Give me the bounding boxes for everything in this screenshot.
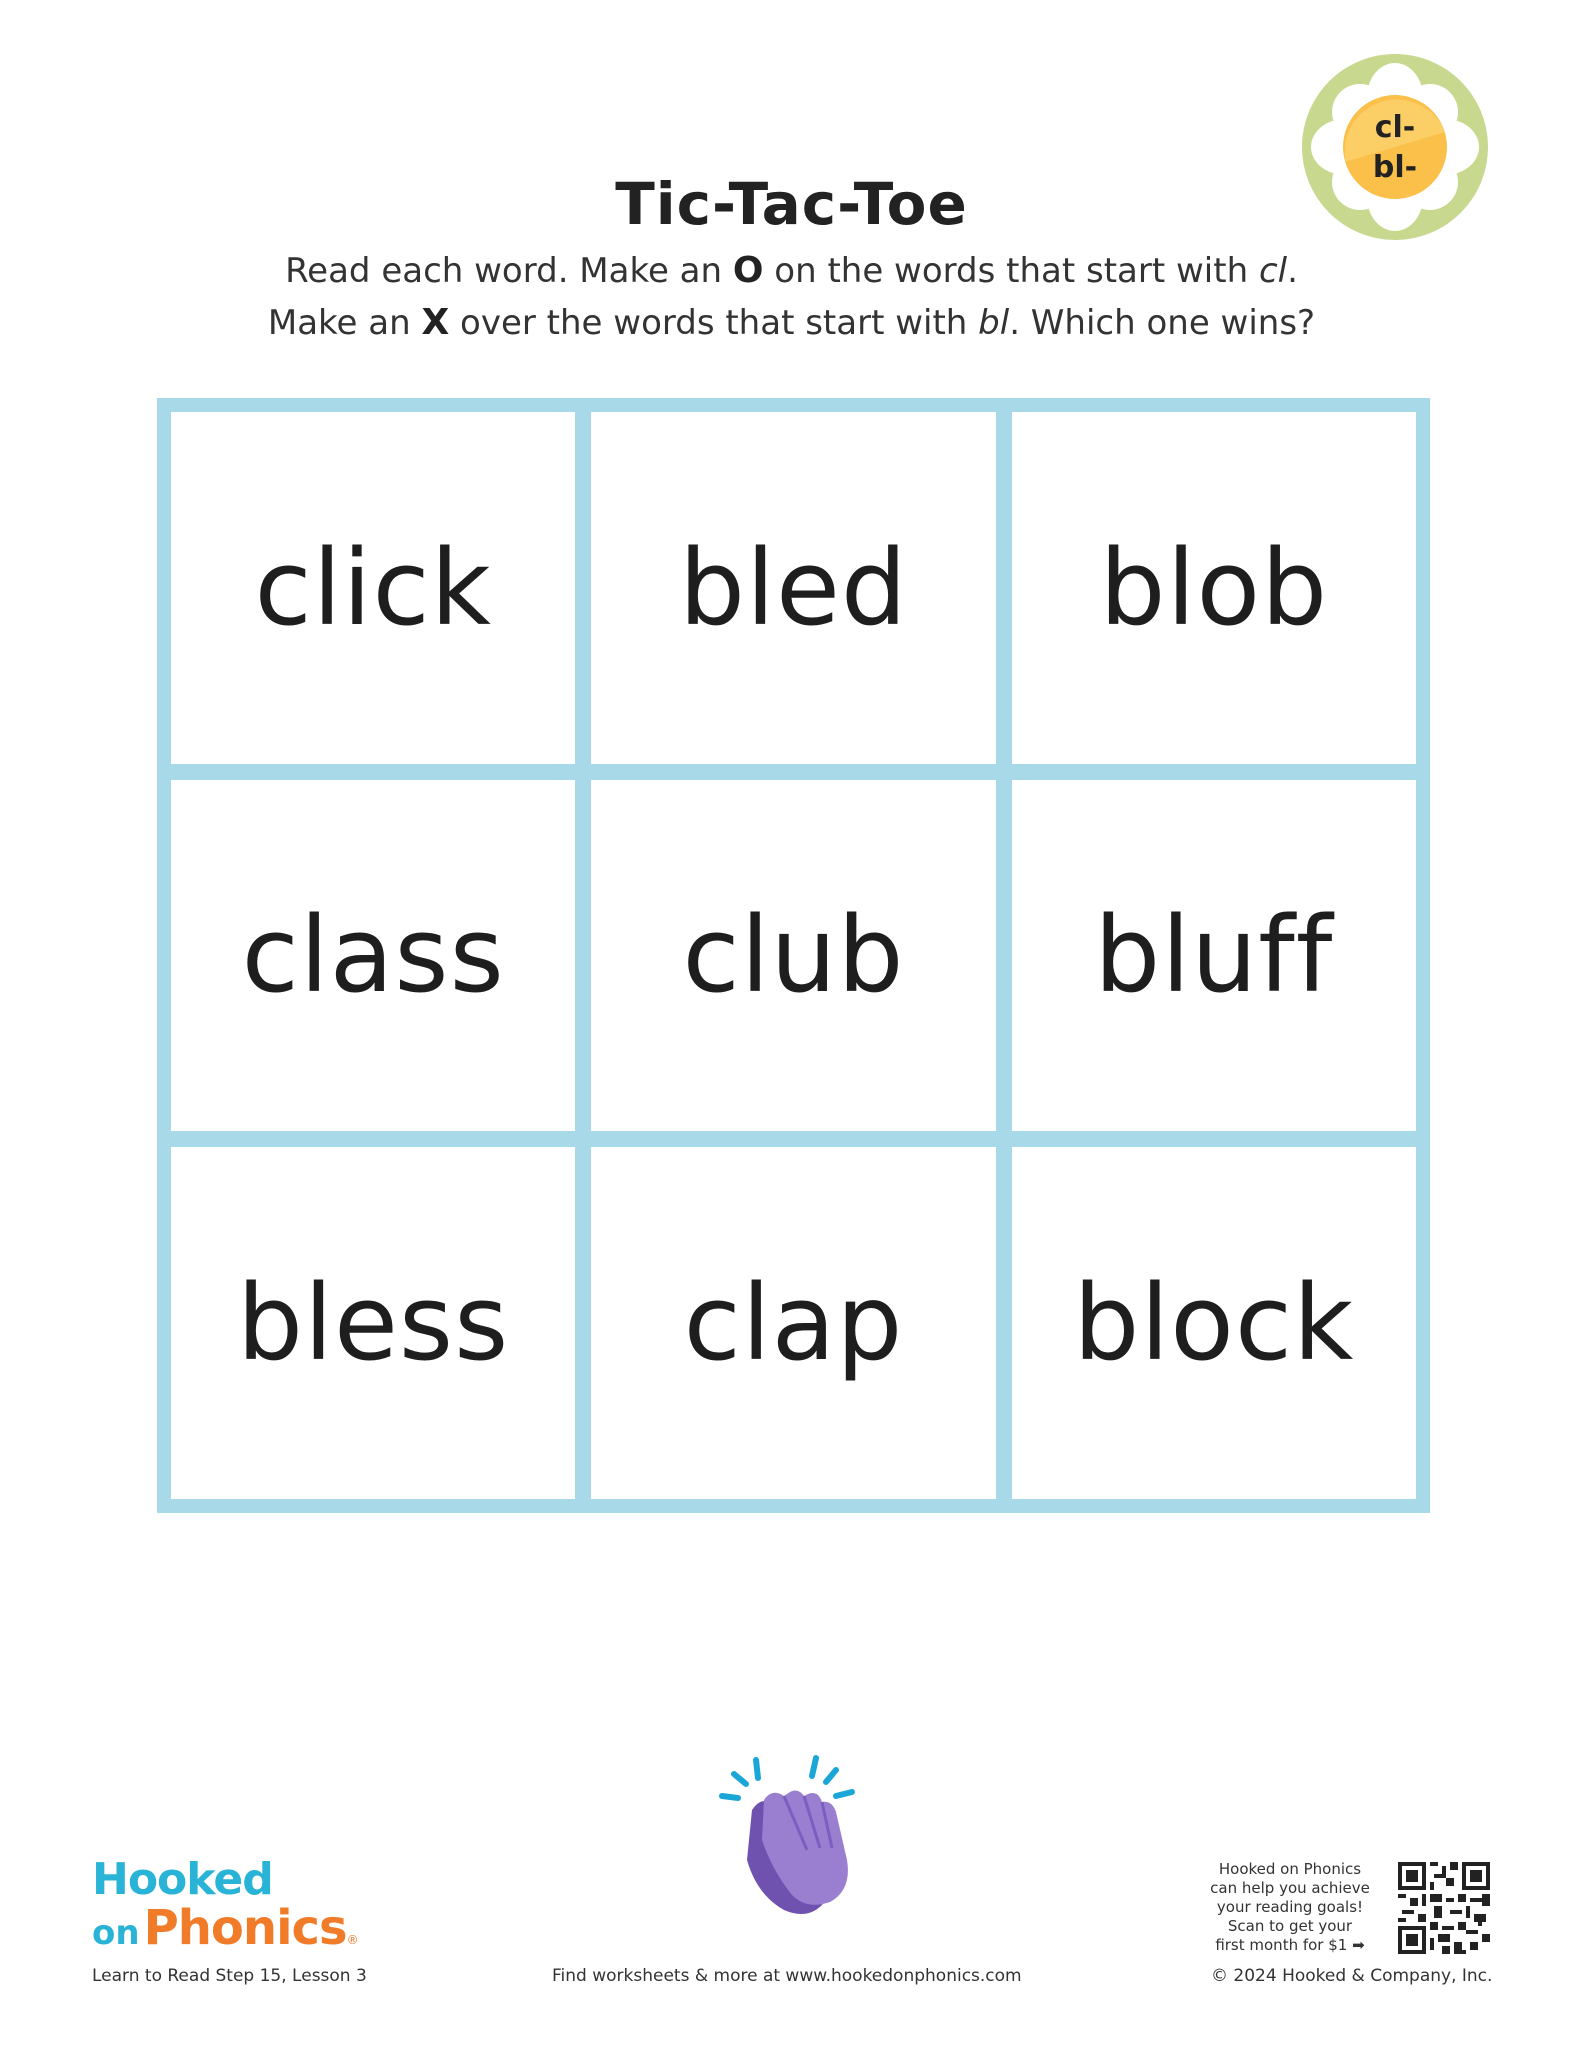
logo-hooked: Hooked bbox=[92, 1854, 273, 1905]
board-cell[interactable] bbox=[591, 1147, 995, 1499]
instruction-line-2 bbox=[0, 302, 1583, 343]
x-mark-label: X bbox=[421, 302, 450, 343]
website-link[interactable]: Find worksheets & more at www.hookedonphonics.com bbox=[552, 1966, 1022, 1986]
board-cell[interactable] bbox=[171, 412, 575, 764]
board-word: bluff bbox=[1094, 894, 1334, 1017]
board-cell[interactable] bbox=[1012, 780, 1416, 1132]
board-word: bled bbox=[679, 526, 908, 649]
board-word: bless bbox=[237, 1262, 510, 1385]
cl-label: cl bbox=[1258, 251, 1288, 291]
badge-line2: bl- bbox=[1372, 150, 1418, 185]
board-cell[interactable] bbox=[1012, 1147, 1416, 1499]
logo-on: on bbox=[92, 1913, 140, 1953]
promo-text bbox=[1190, 1860, 1390, 1955]
qr-code[interactable] bbox=[1398, 1862, 1490, 1954]
instruction-line-1 bbox=[0, 250, 1583, 291]
promo-line: Hooked on Phonics bbox=[1218, 1860, 1362, 1878]
registered-mark: ® bbox=[346, 1933, 359, 1947]
instruction-text: Read each word. Make an bbox=[285, 251, 733, 291]
tic-tac-toe-board bbox=[157, 398, 1430, 1513]
promo-line: can help you achieve bbox=[1210, 1879, 1370, 1897]
copyright: © 2024 Hooked & Company, Inc. bbox=[1211, 1966, 1493, 1986]
instruction-text: Make an bbox=[267, 303, 422, 343]
lesson-label: Learn to Read Step 15, Lesson 3 bbox=[92, 1966, 367, 1986]
instruction-text: . Which one wins? bbox=[1009, 303, 1316, 343]
board-word: click bbox=[254, 526, 492, 649]
board-word: class bbox=[241, 894, 505, 1017]
promo-line: first month for $1 bbox=[1215, 1936, 1348, 1954]
instruction-text: on the words that start with bbox=[763, 251, 1259, 291]
clapping-hands-icon bbox=[712, 1750, 872, 1920]
board-cell[interactable] bbox=[591, 412, 995, 764]
board-cell[interactable] bbox=[1012, 412, 1416, 764]
board-cell[interactable] bbox=[171, 780, 575, 1132]
instruction-text: over the words that start with bbox=[449, 303, 979, 343]
badge-line1: cl- bbox=[1374, 110, 1416, 145]
o-mark-label: O bbox=[732, 250, 764, 291]
right-arrow-icon: ➡ bbox=[1352, 1936, 1365, 1954]
promo-line: your reading goals! bbox=[1216, 1898, 1364, 1916]
board-cell[interactable] bbox=[171, 1147, 575, 1499]
board-word: clap bbox=[683, 1262, 904, 1385]
promo-line: Scan to get your bbox=[1227, 1917, 1353, 1935]
instruction-text: . bbox=[1287, 251, 1298, 291]
board-word: club bbox=[682, 894, 905, 1017]
hooked-on-phonics-logo[interactable] bbox=[92, 1854, 359, 1956]
board-word: blob bbox=[1099, 526, 1329, 649]
board-word: block bbox=[1073, 1262, 1355, 1385]
bl-label: bl bbox=[978, 303, 1010, 343]
board-cell[interactable] bbox=[591, 780, 995, 1132]
page-title: Tic-Tac-Toe bbox=[615, 170, 968, 238]
logo-phonics: Phonics bbox=[143, 1900, 347, 1956]
